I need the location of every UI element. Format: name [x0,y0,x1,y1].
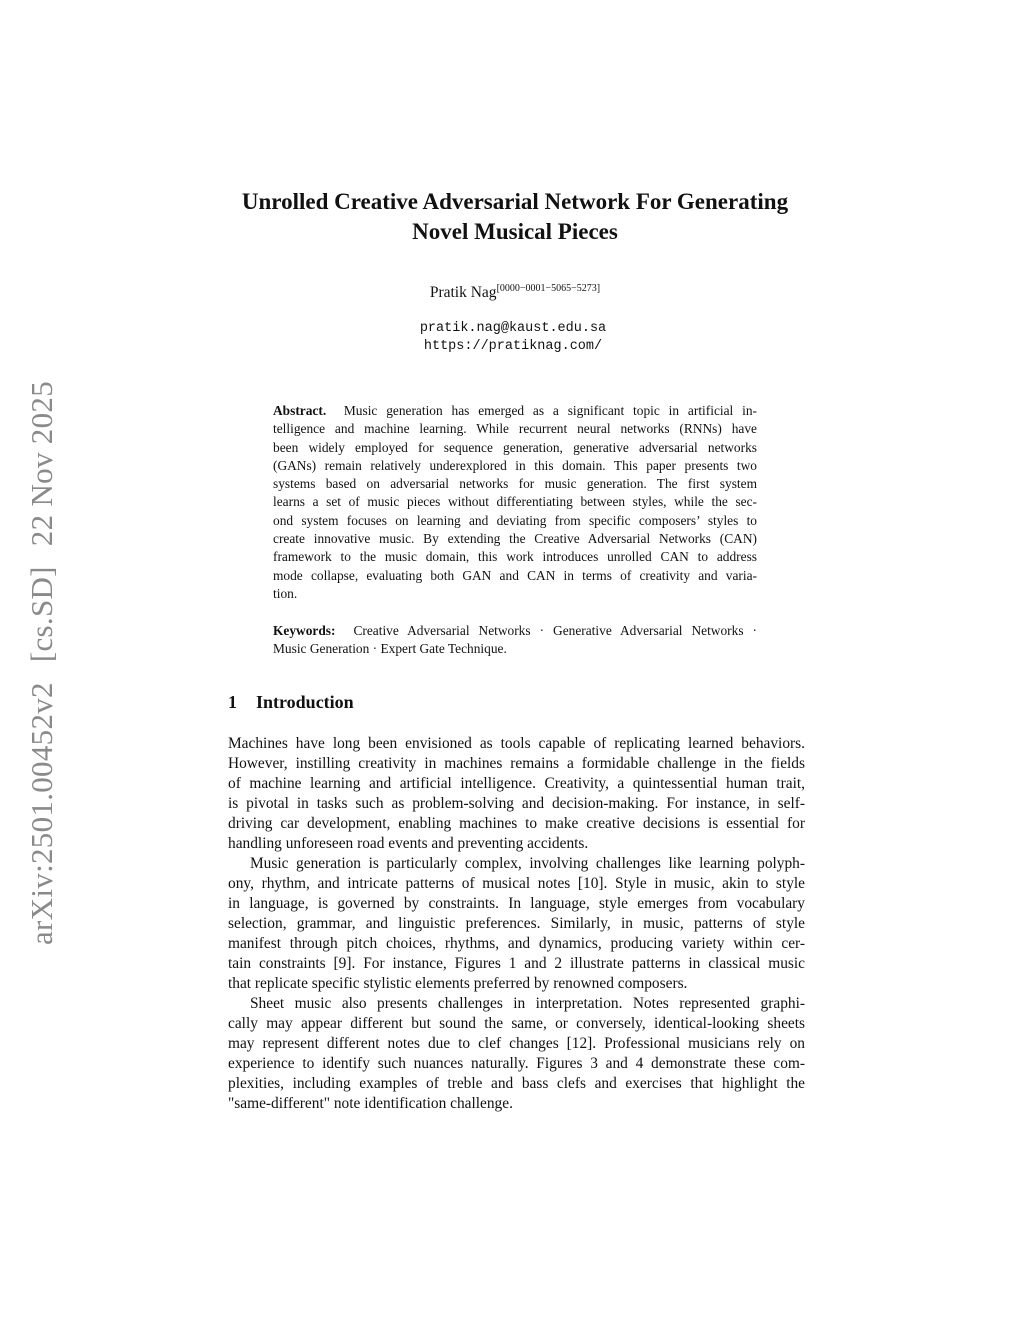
body-line: Music generation is particularly complex, involving challenges like learning polyph- [250,855,805,872]
keywords-label: Keywords: [273,623,336,638]
title-line: Unrolled Creative Adversarial Network For Generating [241,189,789,214]
body-line: manifest through pitch choices, rhythms, and dynamics, producing variety within cer- [228,935,805,952]
keywords [273,622,757,659]
body-line: "same-different" note identification challenge. [228,1095,513,1112]
section-heading [228,692,354,713]
abstract-line [273,402,757,420]
paper-title [0,187,1024,247]
keywords-line [273,622,757,640]
author-url[interactable]: https://pratiknag.com/ [423,339,603,354]
arxiv-sidebar-stamp [24,381,60,945]
abstract-label: Abstract. [273,403,327,418]
keywords-text: Creative Adversarial Networks · Generative Adversarial Networks · [353,623,757,638]
body-line: that replicate specific stylistic elements preferred by renowned composers. [228,975,688,992]
arxiv-date: 22 Nov 2025 [24,381,59,547]
body-line: of machine learning and artificial intelligence. Creativity, a quintessential human trait, [228,775,805,792]
section-title: Introduction [256,692,354,712]
body-line: ony, rhythm, and intricate patterns of musical notes [10]. Style in music, akin to style [228,875,805,892]
abstract-line: tion. [273,585,298,601]
body-line: Machines have long been envisioned as tools capable of replicating learned behaviors. [228,735,805,752]
author [0,283,1024,302]
author-name: Pratik Nag [429,284,497,301]
body-line: in language, is governed by constraints. In language, style emerges from vocabulary [228,895,805,912]
body-line: experience to identify such nuances naturally. Figures 3 and 4 demonstrate these com- [228,1055,805,1072]
abstract-line: framework to the music domain, this work introduces unrolled CAN to address [273,549,757,565]
paragraph [228,854,805,994]
body-line: may represent different notes due to clef changes [12]. Professional musicians rely on [228,1035,805,1052]
body-line: Sheet music also presents challenges in interpretation. Notes represented graphi- [250,995,805,1012]
abstract-line: (GANs) remain relatively underexplored in this domain. This paper presents two [273,457,757,473]
body-line: tain constraints [9]. For instance, Figures 1 and 2 illustrate patterns in classical music [228,955,805,972]
arxiv-id: arXiv:2501.00452v2 [24,682,59,945]
abstract-line: ond system focuses on learning and deviating from specific composers’ styles to [273,512,757,528]
author-email[interactable]: pratik.nag@kaust.edu.sa [419,321,607,336]
abstract-line: learns a set of music pieces without differentiating between styles, while the sec- [273,494,757,510]
author-orcid: [0000−0001−5065−5273] [496,283,601,294]
abstract-line: telligence and machine learning. While recurrent neural networks (RNNs) have [273,421,757,437]
paragraph [228,994,805,1114]
body-line: is pivotal in tasks such as problem-solving and decision-making. For instance, in self- [228,795,805,812]
keywords-line: Music Generation · Expert Gate Technique. [273,641,507,657]
section-number: 1 [228,692,237,712]
body-line: handling unforeseen road events and preventing accidents. [228,835,589,852]
abstract-line: mode collapse, evaluating both GAN and CAN in terms of creativity and varia- [273,567,757,583]
body-line: driving car development, enabling machines to make creative decisions is essential for [228,815,805,832]
abstract-line: been widely employed for sequence generation, generative adversarial networks [273,439,757,455]
abstract-line: create innovative music. By extending the Creative Adversarial Networks (CAN) [273,531,757,547]
body-line: cally may appear different but sound the same, or conversely, identical-looking sheets [228,1015,805,1032]
paragraph [228,734,805,854]
body-line: plexities, including examples of treble and bass clefs and exercises that highlight the [228,1075,805,1092]
title-line: Novel Musical Pieces [412,219,618,244]
body-line: However, instilling creativity in machines remains a formidable challenge in the fields [228,755,805,772]
abstract-line: systems based on adversarial networks for music generation. The first system [273,476,757,492]
author-contact [0,320,1024,356]
introduction-body [228,734,805,1114]
arxiv-category: [cs.SD] [24,566,59,663]
abstract-text: Music generation has emerged as a significant topic in artificial in- [343,403,757,418]
body-line: selection, grammar, and linguistic preferences. Similarly, in music, patterns of style [228,915,805,932]
abstract [273,402,757,603]
